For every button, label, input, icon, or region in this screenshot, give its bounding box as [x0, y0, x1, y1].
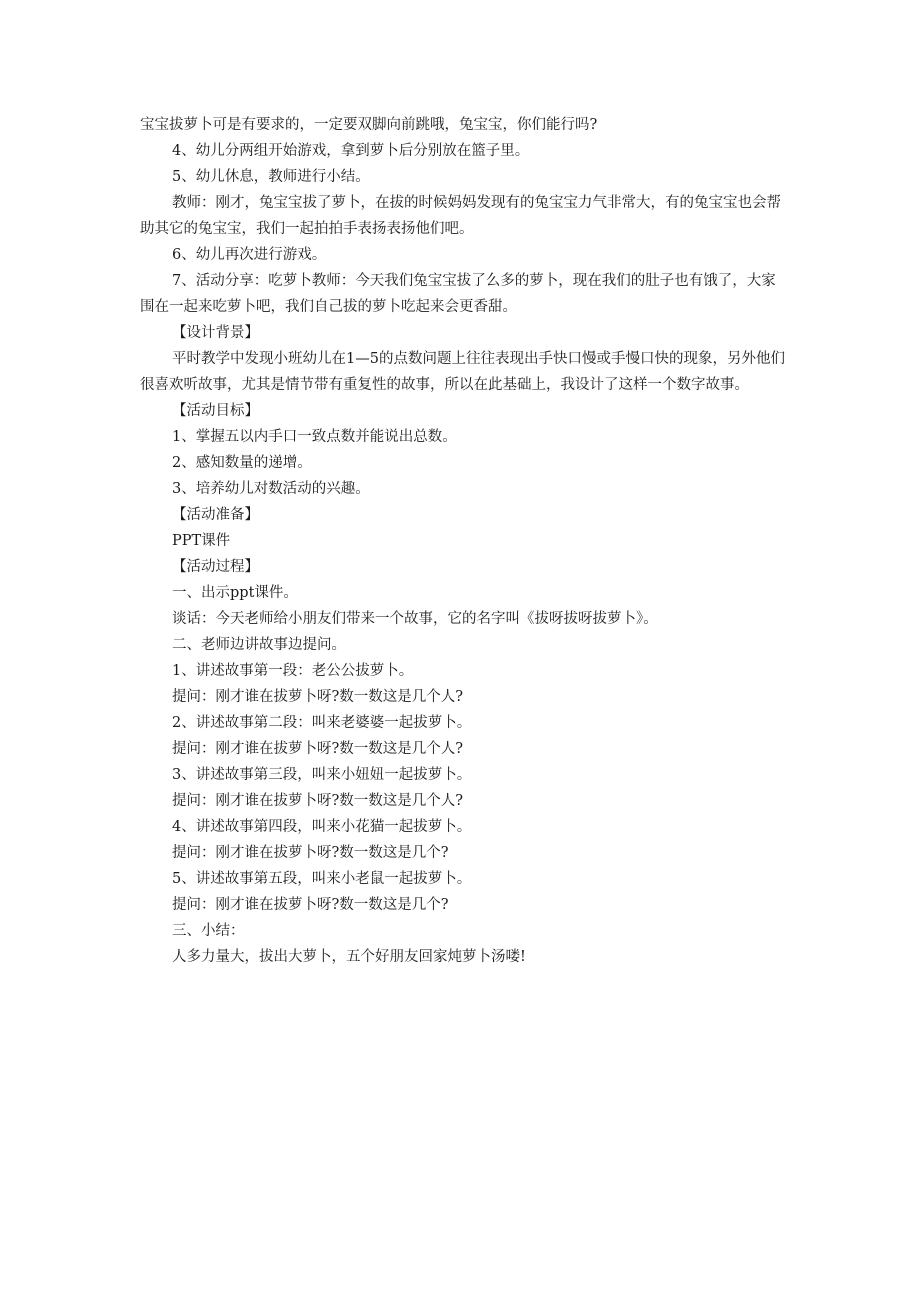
paragraph: 谈话：今天老师给小朋友们带来一个故事，它的名字叫《拔呀拔呀拔萝卜》。 [172, 611, 658, 627]
paragraph: 【活动过程】 [172, 559, 259, 575]
paragraph: 【设计背景】 [172, 325, 259, 341]
paragraph: 一、出示ppt课件。 [172, 585, 298, 601]
paragraph: 3、培养幼儿对数活动的兴趣。 [172, 481, 370, 497]
paragraph: 1、讲述故事第一段：老公公拔萝卜。 [172, 663, 414, 679]
paragraph: 2、感知数量的递增。 [172, 455, 312, 471]
paragraph: 人多力量大，拔出大萝卜，五个好朋友回家炖萝卜汤喽! [172, 949, 526, 965]
paragraph: 2、讲述故事第二段：叫来老婆婆一起拔萝卜。 [172, 715, 472, 731]
paragraph: 7、活动分享：吃萝卜教师：今天我们兔宝宝拔了么多的萝卜，现在我们的肚子也有饿了，大家围在一起来吃萝卜吧，我们自己拔的萝卜吃起来会更香甜。 [140, 273, 776, 315]
document-body [140, 112, 790, 970]
paragraph: 6、幼儿再次进行游戏。 [172, 247, 327, 263]
paragraph: 4、幼儿分两组开始游戏，拿到萝卜后分别放在篮子里。 [172, 143, 530, 159]
paragraph: 二、老师边讲故事边提问。 [172, 637, 346, 653]
paragraph: 平时教学中发现小班幼儿在1—5的点数问题上往往表现出手快口慢或手慢口快的现象，另外他们很喜欢听故事，尤其是情节带有重复性的故事，所以在此基础上，我设计了这样一个数字故事。 [140, 351, 785, 393]
paragraph: 提问：刚才谁在拔萝卜呀?数一数这是几个? [172, 845, 449, 861]
paragraph: 3、讲述故事第三段，叫来小妞妞一起拔萝卜。 [172, 767, 472, 783]
paragraph: 5、幼儿休息，教师进行小结。 [172, 169, 370, 185]
paragraph: 【活动目标】 [172, 403, 259, 419]
paragraph: 5、讲述故事第五段，叫来小老鼠一起拔萝卜。 [172, 871, 472, 887]
paragraph: 提问：刚才谁在拔萝卜呀?数一数这是几个人? [172, 689, 464, 705]
paragraph: 1、掌握五以内手口一致点数并能说出总数。 [172, 429, 457, 445]
paragraph: 提问：刚才谁在拔萝卜呀?数一数这是几个? [172, 897, 449, 913]
paragraph: 三、小结： [172, 923, 245, 939]
paragraph: 宝宝拔萝卜可是有要求的，一定要双脚向前跳哦，兔宝宝，你们能行吗? [140, 117, 598, 133]
paragraph: 教师：刚才，兔宝宝拔了萝卜，在拔的时候妈妈发现有的兔宝宝力气非常大，有的兔宝宝也会帮助其它的兔宝宝，我们一起拍拍手表扬表扬他们吧。 [140, 195, 781, 237]
paragraph: 4、讲述故事第四段，叫来小花猫一起拔萝卜。 [172, 819, 472, 835]
paragraph: 【活动准备】 [172, 507, 259, 523]
paragraph: 提问：刚才谁在拔萝卜呀?数一数这是几个人? [172, 741, 464, 757]
paragraph: 提问：刚才谁在拔萝卜呀?数一数这是几个人? [172, 793, 464, 809]
paragraph: PPT课件 [172, 533, 231, 549]
